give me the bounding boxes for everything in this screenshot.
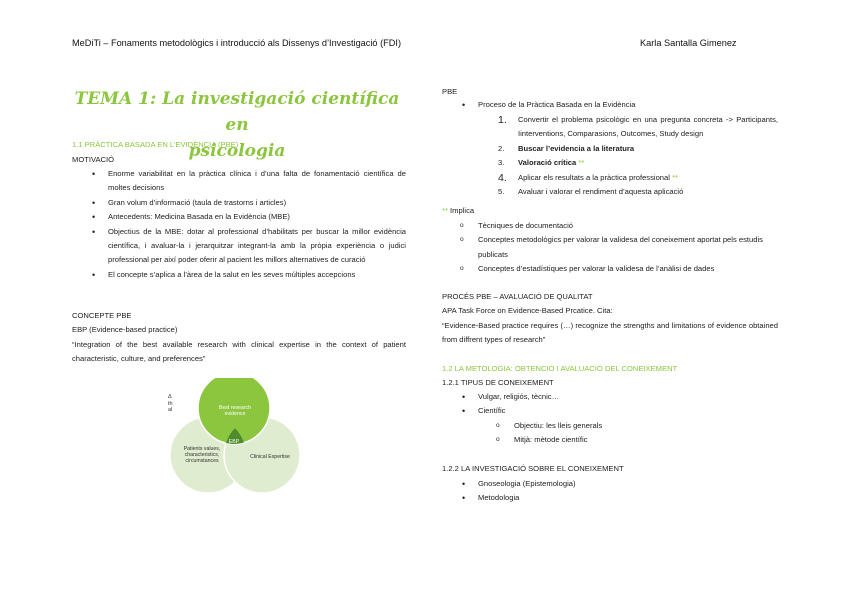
section-1-2-heading: 1.2 LA METOLOGIA: OBTENCIÓ I AVALUACIÓ DEL CONEIXEMENT bbox=[442, 364, 678, 373]
implica-label: Implica bbox=[450, 206, 475, 215]
list-item: • Científic bbox=[442, 404, 782, 418]
concepte-label: CONCEPTE PBE bbox=[72, 311, 132, 320]
list-item: • Gran volum d’informació (taula de trastorns i articles) bbox=[72, 196, 406, 210]
list-item: • El concepte s’aplica a l’àrea de la salut en les seves múltiples accepcions bbox=[72, 268, 406, 282]
step-number: 4. bbox=[498, 171, 507, 184]
apa-quote: “Evidence-Based practice requires (…) recognize the strengths and limitations of evidence obtained from diffrent types of research” bbox=[442, 321, 778, 345]
implica-heading bbox=[442, 204, 474, 218]
motivacio-list bbox=[72, 167, 406, 282]
list-item: • Antecedents: Medicina Basada en la Evidència (MBE) bbox=[72, 210, 406, 224]
step-text: Buscar l’evidencia a la literatura bbox=[518, 143, 635, 153]
step-item bbox=[488, 156, 778, 170]
title-line-2: psicologia bbox=[188, 141, 286, 161]
list-item: o Mitjà: mètode científic bbox=[478, 433, 778, 447]
header-author: Karla Santalla Gimenez bbox=[640, 38, 737, 48]
proces-list bbox=[442, 98, 782, 112]
step-text: Valoració crítica bbox=[518, 158, 577, 168]
step-number: 2. bbox=[498, 143, 505, 153]
page-title bbox=[72, 86, 402, 164]
ebp-quote: “Integration of the best available research with clinical expertise in the context of patient characteristic, culture, and preferences” bbox=[72, 340, 406, 364]
list-item: • Metodologia bbox=[442, 491, 782, 505]
step-text: Aplicar els resultats a la pràctica professional bbox=[518, 172, 670, 182]
list-item: o Conceptes d’estadístiques per valorar la validesa de l’anàlisi de dades bbox=[442, 262, 782, 276]
list-item: o Tècniques de documentació bbox=[442, 219, 782, 233]
step-number: 3. bbox=[498, 158, 505, 168]
list-item: o Conceptes metodològics per valorar la validesa del coneixement aportat pels estudis publicats bbox=[442, 233, 782, 262]
step-item bbox=[488, 142, 778, 156]
venn-label-right: Clinical Expertise bbox=[250, 454, 290, 460]
header-title: MeDiTi – Fonaments metodològics i introducció als Dissenys d’Investigació (FDI) bbox=[72, 38, 401, 48]
step-item bbox=[488, 185, 778, 199]
step-item bbox=[488, 113, 778, 142]
list-item: • Objectius de la MBE: dotar al professional d’habilitats per buscar la millor evidència científica, i avaluar-la i jerarquitzar integrant-la amb la pròpia experiència o judici professional per així poder oferir al pacient les millors alternatives de curació bbox=[72, 225, 406, 268]
list-item: • Vulgar, religiós, tècnic… bbox=[442, 390, 782, 404]
step-star: ** bbox=[672, 172, 678, 182]
venn-label-center: EBP bbox=[228, 439, 240, 445]
section-1-2-2-heading: 1.2.2 LA INVESTIGACIÓ SOBRE EL CONEIXEMENT bbox=[442, 464, 624, 473]
pbe-steps bbox=[488, 113, 778, 199]
section-1-2-1-heading: 1.2.1 TIPUS DE CONEIXEMENT bbox=[442, 378, 554, 387]
tipus-list bbox=[442, 390, 782, 419]
venn-label-top: Best research evidence bbox=[218, 405, 251, 417]
venn-label-left: Patients values, characteristics, circumstances bbox=[183, 446, 221, 464]
proces-pbe-heading: PROCÉS PBE – AVALUACIÓ DE QUALITAT bbox=[442, 292, 593, 301]
step-text: Avaluar i valorar el rendiment d’aquesta aplicació bbox=[518, 187, 684, 197]
apa-line: APA Task Force on Evidence-Based Prcatice. Cita: bbox=[442, 306, 613, 315]
list-item: o Objectiu: les lleis generals bbox=[478, 419, 778, 433]
title-line-1: TEMA 1: La investigació científica en bbox=[74, 89, 400, 135]
step-text: Convertir el problema psicològic en una pregunta concreta -> Participants, Iinterventions, Comparasions, Outcomes, Study design bbox=[518, 115, 778, 139]
pbe-label: PBE bbox=[442, 87, 458, 96]
step-item bbox=[488, 171, 778, 185]
step-number: 1. bbox=[498, 114, 507, 126]
implica-list bbox=[442, 219, 782, 277]
section-1-1-heading: 1.1 PRÀCTICA BASADA EN L’EVIDÈNCIA (PBE) bbox=[72, 140, 239, 149]
ebp-label: EBP (Evidence-based practice) bbox=[72, 325, 178, 334]
investigacio-list bbox=[442, 477, 782, 506]
step-star: ** bbox=[578, 158, 585, 168]
list-item: • Proceso de la Pràctica Basada en la Evidència bbox=[442, 98, 782, 112]
implica-star: ** bbox=[442, 206, 448, 215]
step-number: 5. bbox=[498, 187, 505, 197]
ebp-venn-diagram bbox=[150, 378, 310, 500]
list-item: • Gnoseologia (Epistemologia) bbox=[442, 477, 782, 491]
cientific-list bbox=[478, 419, 778, 448]
motivacio-label: MOTIVACIÓ bbox=[72, 155, 115, 164]
venn-margin-note: Δ th al bbox=[168, 394, 173, 413]
list-item: • Enorme variabilitat en la pràctica clínica i d’una falta de fonamentació científica de moltes decisions bbox=[72, 167, 406, 196]
